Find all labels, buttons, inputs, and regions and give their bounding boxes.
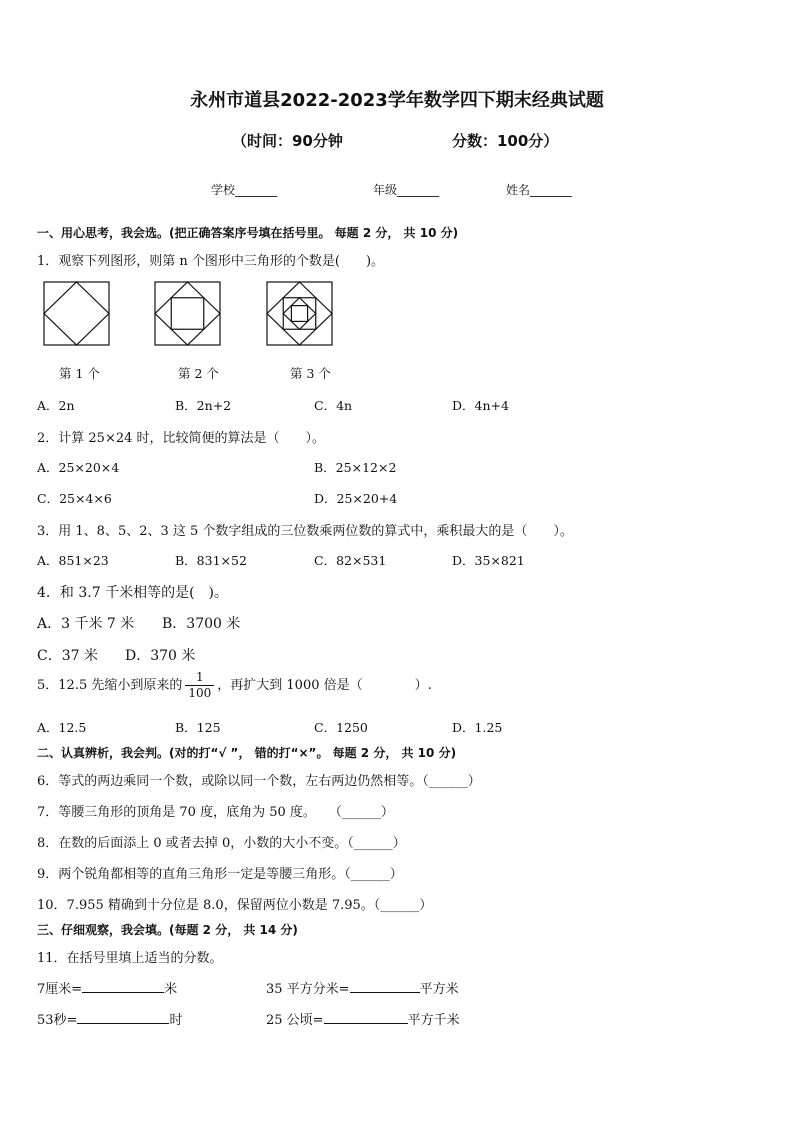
fill-1-unit: 米: [164, 982, 178, 997]
section-1-heading: 一、用心思考，我会选。(把正确答案序号填在括号里。 每题 2 分， 共 10 分): [37, 226, 459, 240]
q1-option-d[interactable]: D．4n+4: [452, 398, 509, 413]
q2-option-a[interactable]: A．25×20×4: [37, 460, 120, 475]
fill-row-1-right: [266, 978, 459, 997]
fraction-one-hundredth: [185, 670, 214, 701]
figure-1: [43, 281, 111, 347]
q5-option-c[interactable]: C．1250: [314, 720, 368, 735]
fill-row-2-right: [266, 1009, 460, 1028]
q4-option-c[interactable]: C．37 米: [37, 648, 98, 664]
question-2-text: 2．计算 25×24 时，比较简便的算法是（ ）。: [37, 431, 326, 446]
q3-option-c[interactable]: C．82×531: [314, 553, 387, 568]
question-5: [37, 670, 432, 701]
figure-3: [266, 281, 334, 347]
exam-title: 永州市道县2022-2023学年数学四下期末经典试题: [190, 90, 604, 111]
exam-score: 分数：100分）: [452, 132, 559, 150]
fill-3-unit: 时: [169, 1013, 183, 1028]
question-4-text: 4．和 3.7 千米相等的是( )。: [37, 585, 228, 601]
section-2-heading: 二、认真辨析，我会判。(对的打“√ ”， 错的打“×”。 每题 2 分， 共 10 分): [37, 746, 457, 760]
q4-option-d[interactable]: D．370 米: [125, 648, 196, 664]
judgment-item-10: 10．7.955 精确到十分位是 8.0，保留两位小数是 7.95。（______）: [37, 898, 433, 913]
section-3-heading: 三、仔细观察，我会填。(每题 2 分， 共 14 分): [37, 923, 298, 937]
question-5-text-before: 5．12.5 先缩小到原来的: [37, 678, 183, 693]
school-field: 学校_______: [211, 183, 278, 197]
question-11-text: 11．在括号里填上适当的分数。: [37, 951, 223, 966]
figure-2-caption: 第 2 个: [178, 366, 219, 381]
fill-row-2-left: [37, 1009, 182, 1028]
judgment-item-7: 7．等腰三角形的顶角是 70 度，底角为 50 度。 （______）: [37, 805, 394, 820]
q5-option-d[interactable]: D．1.25: [452, 720, 503, 735]
fill-2-unit: 平方米: [419, 982, 459, 997]
fill-3-label: 53秒=: [37, 1013, 78, 1028]
q4-option-a[interactable]: A．3 千米 7 米: [37, 616, 135, 632]
q5-option-a[interactable]: A．12.5: [37, 720, 87, 735]
fill-1-label: 7厘米=: [37, 982, 83, 997]
fill-4-blank[interactable]: [324, 1011, 408, 1024]
fill-2-blank[interactable]: [350, 980, 420, 993]
q4-option-b[interactable]: B．3700 米: [162, 616, 241, 632]
fill-row-1-left: [37, 978, 177, 997]
fill-4-label: 25 公顷=: [266, 1013, 324, 1028]
q1-option-c[interactable]: C．4n: [314, 398, 353, 413]
judgment-item-6: 6．等式的两边乘同一个数，或除以同一个数，左右两边仍然相等。（______）: [37, 774, 481, 789]
q5-option-b[interactable]: B．125: [175, 720, 221, 735]
q3-option-d[interactable]: D．35×821: [452, 553, 525, 568]
fraction-numerator: 1: [195, 670, 204, 684]
grade-field: 年级_______: [373, 183, 440, 197]
q2-option-d[interactable]: D．25×20+4: [314, 491, 398, 506]
q2-option-c[interactable]: C．25×4×6: [37, 491, 112, 506]
fill-3-blank[interactable]: [77, 1011, 169, 1024]
judgment-item-9: 9．两个锐角都相等的直角三角形一定是等腰三角形。（______）: [37, 867, 403, 882]
question-3-text: 3．用 1、8、5、2、3 这 5 个数字组成的三位数乘两位数的算式中，乘积最大的是（ ）。: [37, 524, 573, 539]
fill-2-label: 35 平方分米=: [266, 982, 350, 997]
q3-option-a[interactable]: A．851×23: [37, 553, 109, 568]
q1-option-a[interactable]: A．2n: [37, 398, 75, 413]
judgment-item-8: 8．在数的后面添上 0 或者去掉 0，小数的大小不变。（______）: [37, 836, 406, 851]
fraction-denominator: 100: [185, 685, 214, 701]
q1-option-b[interactable]: B．2n+2: [175, 398, 232, 413]
q3-option-b[interactable]: B．831×52: [175, 553, 247, 568]
fill-1-blank[interactable]: [82, 980, 164, 993]
q2-option-b[interactable]: B．25×12×2: [314, 460, 397, 475]
question-1-text: 1．观察下列图形，则第 n 个图形中三角形的个数是( )。: [37, 254, 385, 269]
name-field: 姓名_______: [506, 183, 573, 197]
figure-1-caption: 第 1 个: [59, 366, 100, 381]
exam-time: （时间：90分钟: [232, 132, 343, 150]
fill-4-unit: 平方千米: [407, 1013, 460, 1028]
figure-3-caption: 第 3 个: [290, 366, 331, 381]
figure-2: [154, 281, 222, 347]
question-5-text-after: ，再扩大到 1000 倍是（ ）.: [217, 678, 432, 693]
